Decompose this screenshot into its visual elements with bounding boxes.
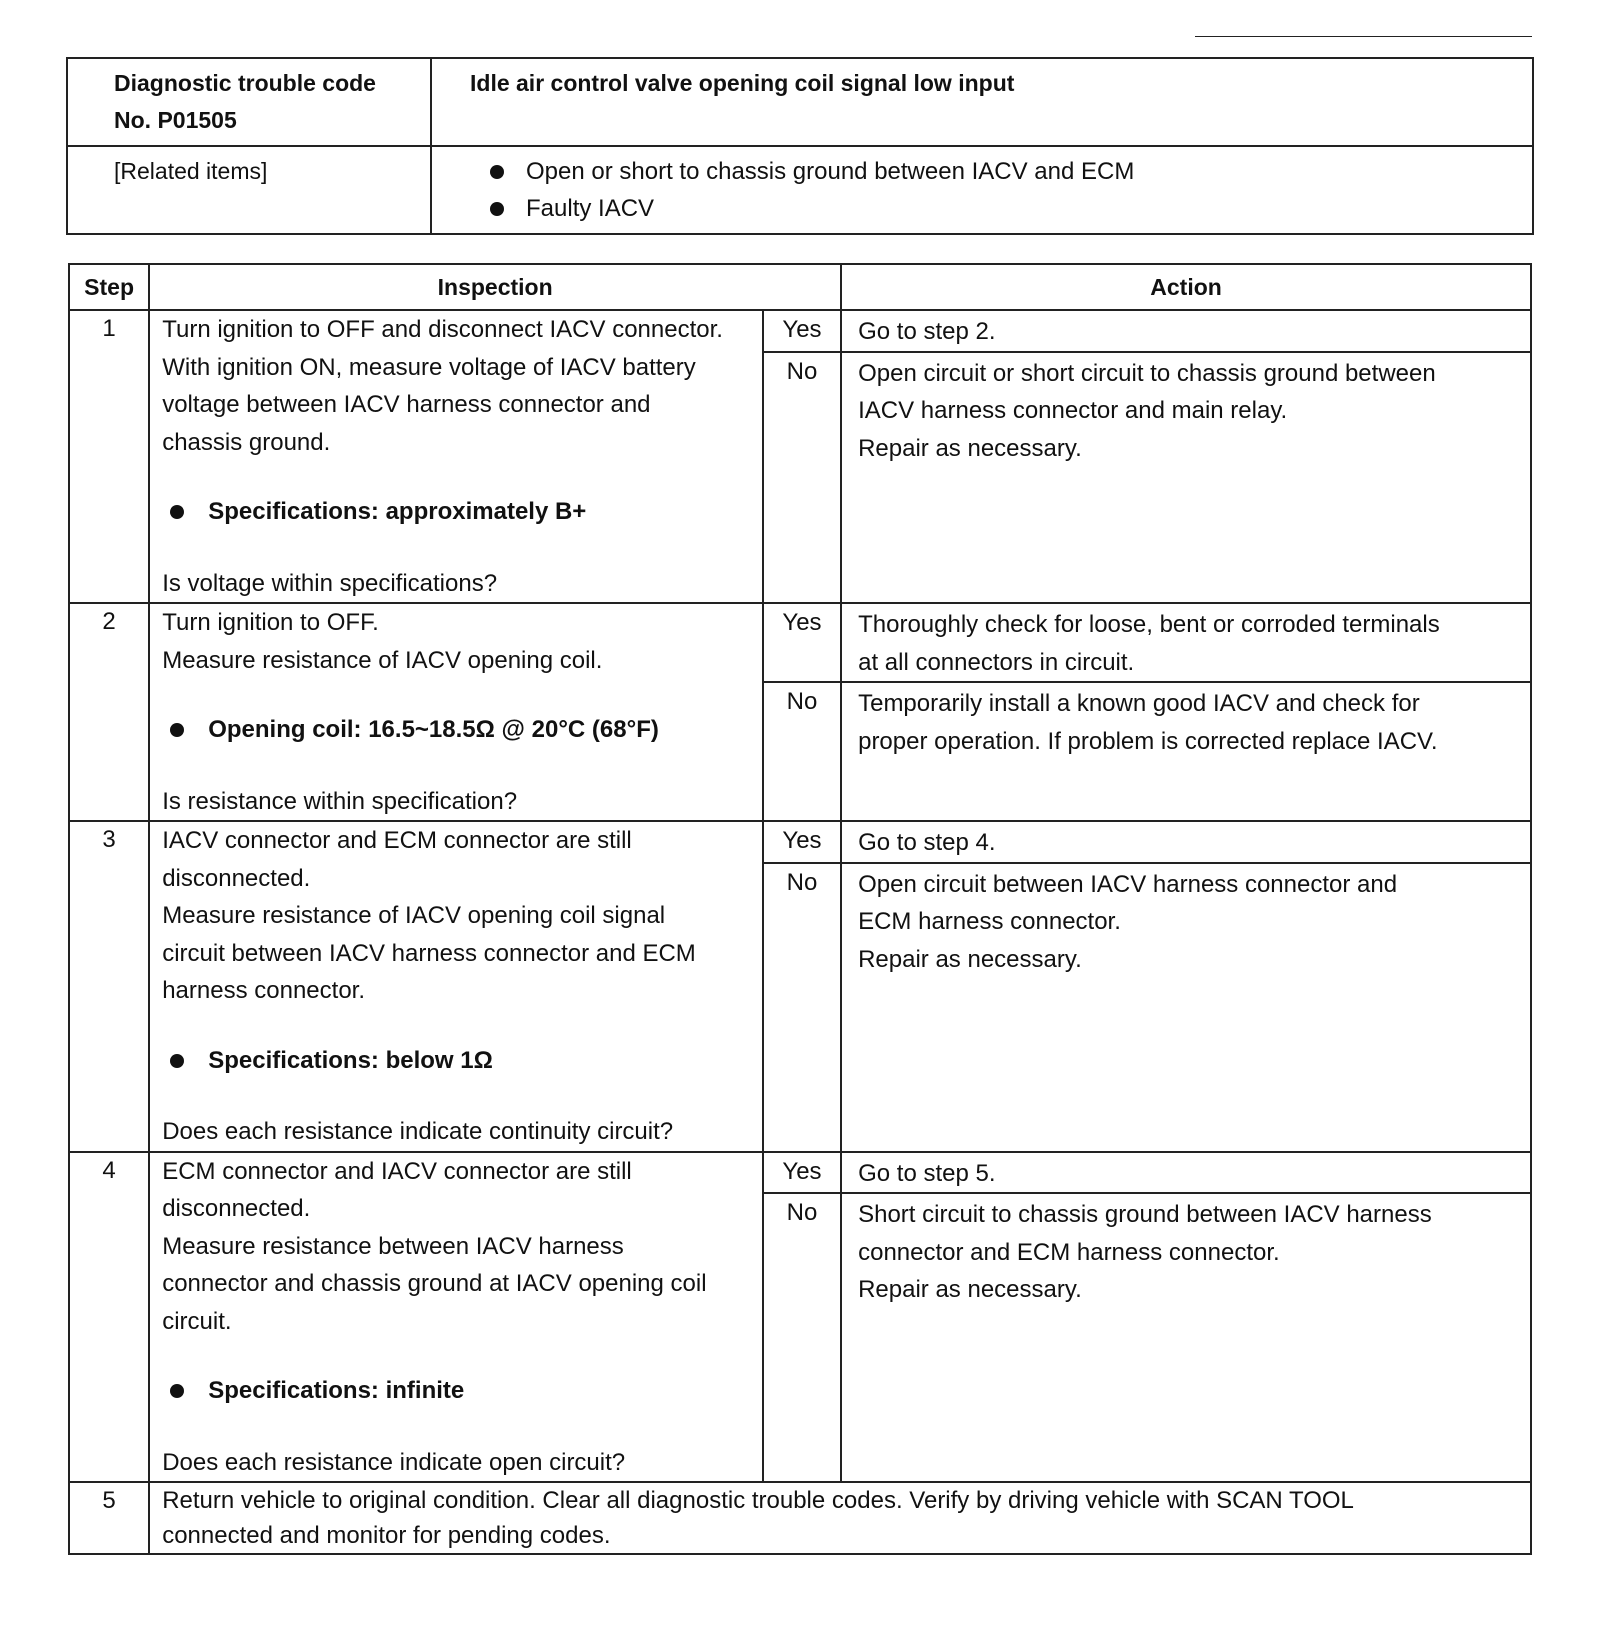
yes-action [841,1152,1531,1194]
action-line: Short circuit to chassis ground between IACV harness [858,1201,1432,1228]
action-line: Go to step 5. [858,1159,996,1187]
no-action [841,352,1531,604]
step-inspection [149,1152,763,1483]
step-number: 2 [69,603,149,821]
inspection-question: Does each resistance indicate continuity circuit? [162,1118,674,1145]
col-header-inspection: Inspection [149,264,841,310]
dtc-header-table [66,57,1534,235]
inspection-line: connector and chassis ground at IACV opening coil [162,1270,707,1297]
action-line: Temporarily install a known good IACV and check for [858,690,1420,717]
step-inspection [149,603,763,821]
step-row-5 [69,1482,1531,1554]
step-number: 3 [69,821,149,1152]
col-header-action: Action [841,264,1531,310]
no-label: No [763,682,841,821]
inspection-line: Turn ignition to OFF and disconnect IACV connector. [162,316,723,343]
final-step-line: Return vehicle to original condition. Clear all diagnostic trouble codes. Verify by driving vehicle with SCAN TOOL [162,1487,1354,1514]
step-number: 1 [69,310,149,603]
no-action [841,682,1531,821]
step-number: 4 [69,1152,149,1483]
dtc-number: No. P01505 [114,107,237,133]
step-row-1 [69,310,1531,352]
action-line: Go to step 4. [858,829,996,856]
inspection-line: Measure resistance of IACV opening coil. [162,646,603,674]
action-line: proper operation. If problem is corrected replace IACV. [858,727,1438,755]
no-label: No [763,863,841,1152]
step-row-4 [69,1152,1531,1194]
step-inspection [149,821,763,1152]
step-row-3 [69,821,1531,863]
top-rule [1195,36,1532,37]
dtc-label [67,58,431,146]
yes-action [841,310,1531,352]
action-line: at all connectors in circuit. [858,648,1135,676]
related-items-list [448,153,1516,227]
action-line: Repair as necessary. [858,434,1082,462]
yes-label: Yes [763,310,841,352]
inspection-line: Measure resistance of IACV opening coil signal [162,902,666,929]
inspection-line: IACV connector and ECM connector are still [162,827,632,854]
no-action [841,1193,1531,1482]
related-items-cell [431,146,1533,234]
action-line: IACV harness connector and main relay. [858,397,1288,424]
action-line: Repair as necessary. [858,1276,1082,1303]
step-row-2 [69,603,1531,682]
yes-label: Yes [763,1152,841,1194]
action-line: Go to step 2. [858,318,996,345]
yes-action [841,603,1531,682]
related-item: Faulty IACV [486,190,1516,227]
inspection-line: ECM connector and IACV connector are still [162,1157,632,1185]
no-label: No [763,1193,841,1482]
inspection-line: With ignition ON, measure voltage of IACV battery [162,353,696,381]
action-line: Repair as necessary. [858,945,1082,973]
inspection-line: Turn ignition to OFF. [162,609,379,636]
specification: Specifications: infinite [162,1372,754,1410]
dtc-label-line1: Diagnostic trouble code [114,70,376,96]
yes-label: Yes [763,821,841,863]
inspection-line: Measure resistance between IACV harness [162,1232,624,1260]
col-header-step: Step [69,264,149,310]
inspection-line: disconnected. [162,1195,311,1222]
inspection-question: Is voltage within specifications? [162,569,498,597]
step-inspection [149,310,763,603]
related-items-label: [Related items] [67,146,431,234]
specification: Opening coil: 16.5~18.5Ω @ 20°C (68°F) [162,711,754,749]
inspection-line: circuit. [162,1307,232,1335]
inspection-line: chassis ground. [162,428,331,456]
related-item: Open or short to chassis ground between IACV and ECM [486,153,1516,190]
step-number: 5 [69,1482,149,1554]
no-action [841,863,1531,1152]
yes-action [841,821,1531,863]
action-line: Thoroughly check for loose, bent or corroded terminals [858,611,1440,638]
action-line: Open circuit between IACV harness connector and [858,870,1398,898]
action-line: connector and ECM harness connector. [858,1238,1280,1266]
inspection-line: disconnected. [162,864,311,892]
diagnostic-steps-table [68,263,1532,1555]
inspection-question: Does each resistance indicate open circuit? [162,1448,626,1476]
action-line: Open circuit or short circuit to chassis ground between [858,359,1436,387]
final-step-line: connected and monitor for pending codes. [162,1522,611,1549]
action-line: ECM harness connector. [858,908,1121,935]
inspection-line: harness connector. [162,977,365,1004]
inspection-line: voltage between IACV harness connector and [162,391,651,418]
specification: Specifications: below 1Ω [162,1042,754,1080]
dtc-title: Idle air control valve opening coil signal low input [431,58,1533,146]
inspection-line: circuit between IACV harness connector and ECM [162,939,696,967]
specification: Specifications: approximately B+ [162,493,754,531]
yes-label: Yes [763,603,841,682]
inspection-question: Is resistance within specification? [162,787,518,815]
final-step-text [149,1482,1531,1554]
no-label: No [763,352,841,604]
